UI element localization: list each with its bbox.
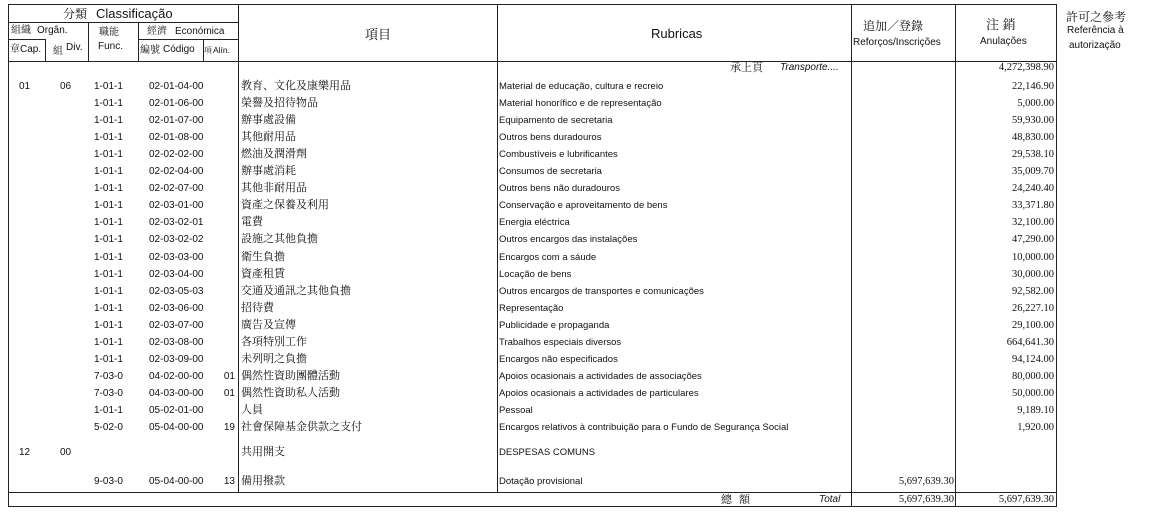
anulacoes-cell: 29,538.10 [1012,149,1054,161]
table-row [8,96,1060,113]
anulacoes-cell: 664,641.30 [1006,336,1054,348]
anulacoes-cell: 10,000.00 [1012,251,1054,263]
chapter-cell: 01 [19,81,31,92]
code-cell: 02-03-04-00 [149,269,204,280]
code-cell: 02-03-08-00 [149,337,204,348]
table-row [8,113,1060,130]
function-cell: 1-01-1 [94,81,123,92]
anulacoes-zh: 注 銷 [986,17,1016,32]
function-cell: 1-01-1 [94,115,123,127]
anulacoes-cell: 22,146.90 [1012,81,1054,92]
function-cell: 5-02-0 [94,422,123,433]
item-zh-cell: 電費 [241,216,263,229]
rubrica-cell: Encargos não especificados [499,353,618,365]
code-zh: 編號 [140,45,160,56]
code-cell: 02-01-06-00 [149,99,204,110]
code-cell: 02-03-02-01 [149,218,204,229]
anulacoes-cell: 5,000.00 [1017,98,1054,110]
function-cell: 7-03-0 [94,370,123,382]
items-heading: 項目 [365,27,392,42]
total-label-pt: Total [819,494,841,505]
item-zh-cell: 榮譽及招待物品 [241,97,318,110]
table-row [8,181,1060,198]
code-cell: 02-03-01-00 [149,201,204,212]
code-cell: 02-03-05-03 [149,286,204,297]
table-row [8,386,1060,403]
grid-line [8,506,1057,507]
code-cell: 02-01-07-00 [149,116,204,127]
table-row [8,318,1060,335]
item-zh-cell: 偶然性資助私人活動 [241,386,340,399]
item-zh-cell: 其他非耐用品 [241,182,307,195]
function-cell: 9-03-0 [94,476,123,487]
item-zh-cell: 交通及通訊之其他負擔 [241,284,351,297]
function-cell: 1-01-1 [94,166,123,178]
item-zh-cell: 辦事處設備 [241,114,296,127]
code-cell: 02-03-06-00 [149,303,204,314]
anulacoes-cell: 50,000.00 [1012,387,1054,399]
reforcos-zh: 追加／登錄 [863,19,924,33]
total-reforcos: 5,697,639.30 [898,494,954,505]
table-row [8,403,1060,420]
total-label-zh: 總 額 [721,494,753,506]
item-zh-cell: 未列明之負擔 [241,352,307,365]
anulacoes-cell: 26,227.10 [1012,302,1054,314]
grid-line [8,492,1057,493]
func-pt: Func. [98,41,124,52]
rubrica-cell: Outros bens duradouros [499,132,602,144]
rubrica-cell: Consumos de secretaria [499,166,602,178]
anulacoes-cell: 92,582.00 [1012,285,1054,297]
table-row [8,445,1060,462]
table-row [8,215,1060,232]
anulacoes-cell: 47,290.00 [1012,234,1054,246]
reforcos-pt: Reforços/Inscrições [853,37,941,48]
item-zh-cell: 廣告及宣傳 [241,318,296,331]
rubrica-cell: DESPESAS COMUNS [499,447,596,458]
table-row [8,267,1060,284]
anulacoes-cell: 32,100.00 [1012,217,1054,229]
rubrica-cell: Outros bens não duradouros [499,183,620,195]
organic-pt: Orgân. [37,25,68,36]
item-zh-cell: 備用撥款 [241,475,285,487]
table-row [8,369,1060,386]
alinea-cell: 19 [223,422,235,433]
div-pt: Div. [66,42,83,53]
function-cell: 7-03-0 [94,387,123,399]
transport-label-pt: Transporte.... [780,62,839,73]
table-row [8,147,1060,164]
rubricas-heading: Rubricas [651,26,703,41]
rubrica-cell: Conservação e aproveitamento de bens [499,200,668,212]
grid-line [8,4,1057,5]
code-cell: 04-03-00-00 [149,388,204,399]
transport-label-zh: 承上頁 [730,62,763,74]
rubrica-cell: Material honorífico e de representação [499,98,662,110]
rubrica-cell: Encargos com a sáude [499,251,597,263]
anulacoes-pt: Anulações [980,36,1027,47]
anulacoes-cell: 59,930.00 [1012,115,1054,127]
grid-line [88,22,89,61]
table-row [8,198,1060,215]
rubrica-cell: Material de educação, cultura e recreio [499,81,664,92]
grid-line [8,61,1057,62]
table-row [8,301,1060,318]
function-cell: 1-01-1 [94,251,123,263]
code-cell: 02-02-02-00 [149,150,204,161]
chapter-cell: 12 [19,447,31,458]
table-row [8,284,1060,301]
anulacoes-cell: 48,830.00 [1012,132,1054,144]
code-cell: 02-02-04-00 [149,167,204,178]
grid-line [45,39,46,61]
func-zh: 職能 [99,27,119,38]
reforcos-cell: 5,697,639.30 [898,476,954,487]
economic-pt: Económica [175,26,225,37]
function-cell: 1-01-1 [94,132,123,144]
item-zh-cell: 人員 [241,403,263,416]
function-cell: 1-01-1 [94,98,123,110]
organic-zh: 組織 [11,25,31,36]
grid-line [138,39,239,40]
code-cell: 02-02-07-00 [149,184,204,195]
item-zh-cell: 偶然性資助團體活動 [241,369,340,382]
division-cell: 00 [60,447,72,458]
anulacoes-cell: 29,100.00 [1012,319,1054,331]
classification-pt: Classificação [96,6,173,21]
table-row [8,420,1060,437]
item-zh-cell: 招待費 [241,301,274,314]
function-cell: 1-01-1 [94,268,123,280]
code-cell: 02-03-09-00 [149,354,204,365]
item-zh-cell: 設施之其他負擔 [241,233,318,246]
code-pt: Código [163,44,195,55]
rubrica-cell: Apoios ocasionais a actividades de associações [499,370,702,382]
item-zh-cell: 教育、文化及康樂用品 [241,80,351,92]
rubrica-cell: Energia eléctrica [499,217,570,229]
code-cell: 05-04-00-00 [149,423,204,433]
code-cell: 05-04-00-00 [149,477,204,487]
cap-pt: Cap. [20,44,42,55]
rubrica-cell: Equipamento de secretaria [499,115,613,127]
anulacoes-cell: 80,000.00 [1012,370,1054,382]
item-zh-cell: 社會保障基金供款之支付 [241,421,362,433]
rubrica-cell: Trabalhos especiais diversos [499,336,622,348]
item-zh-cell: 資產租賃 [241,267,285,280]
rubrica-cell: Combustíveis e lubrificantes [499,149,618,161]
alin-zh: 項 [204,46,212,55]
anulacoes-cell: 9,189.10 [1017,404,1054,416]
reference-pt-line1: Referência à [1067,25,1124,36]
table-row [8,232,1060,249]
code-cell: 02-01-08-00 [149,133,204,144]
code-cell: 02-03-02-02 [149,235,204,246]
code-cell: 02-03-03-00 [149,252,204,263]
anulacoes-cell: 94,124.00 [1012,353,1054,365]
item-zh-cell: 辦事處消耗 [241,165,296,178]
grid-line [8,22,239,23]
alin-pt: Alín. [213,45,231,55]
anulacoes-cell: 33,371.80 [1012,200,1054,212]
function-cell: 1-01-1 [94,200,123,212]
function-cell: 1-01-1 [94,234,123,246]
code-cell: 05-02-01-00 [149,405,204,416]
alinea-cell: 13 [223,476,235,487]
rubrica-cell: Encargos relativos à contribuição para o Fundo de Segurança Social [499,422,789,433]
table-row [8,164,1060,181]
div-zh: 組 [53,46,63,57]
code-cell: 02-03-07-00 [149,320,204,331]
function-cell: 1-01-1 [94,336,123,348]
reference-pt-line2: autorização [1069,40,1121,51]
function-cell: 1-01-1 [94,183,123,195]
function-cell: 1-01-1 [94,285,123,297]
alinea-cell: 01 [223,370,235,382]
item-zh-cell: 其他耐用品 [241,131,296,144]
rubrica-cell: Representação [499,302,564,314]
rubrica-cell: Publicidade e propaganda [499,319,610,331]
anulacoes-cell: 24,240.40 [1012,183,1054,195]
table-row [8,79,1060,96]
reference-zh: 許可之參考 [1066,10,1127,24]
table-row [8,335,1060,352]
item-zh-cell: 資產之保養及利用 [241,199,329,212]
alinea-cell: 01 [223,387,235,399]
item-zh-cell: 共用開支 [241,446,285,458]
table-row [8,250,1060,267]
rubrica-cell: Pessoal [499,404,533,416]
transport-anulacoes: 4,272,398.90 [998,62,1054,73]
division-cell: 06 [60,81,72,92]
anulacoes-cell: 1,920.00 [1017,422,1054,433]
item-zh-cell: 燃油及潤滑劑 [241,148,307,161]
anulacoes-cell: 35,009.70 [1012,166,1054,178]
function-cell: 1-01-1 [94,404,123,416]
grid-line [138,22,139,61]
function-cell: 1-01-1 [94,217,123,229]
function-cell: 1-01-1 [94,149,123,161]
rubrica-cell: Dotação provisional [499,476,583,487]
table-row [8,474,1060,491]
function-cell: 1-01-1 [94,353,123,365]
total-anulacoes: 5,697,639.30 [998,494,1054,505]
item-zh-cell: 衛生負擔 [241,250,285,263]
rubrica-cell: Outros encargos de transportes e comunicações [499,285,704,297]
grid-line [8,39,45,40]
function-cell: 1-01-1 [94,319,123,331]
rubrica-cell: Apoios ocasionais a actividades de particulares [499,387,699,399]
cap-zh: 章 [10,44,20,55]
function-cell: 1-01-1 [94,302,123,314]
table-row [8,130,1060,147]
classification-zh: 分類 [63,7,88,21]
table-row [8,352,1060,369]
rubrica-cell: Outros encargos das instalações [499,234,638,246]
rubrica-cell: Locação de bens [499,268,572,280]
budget-table [8,4,1127,507]
code-cell: 04-02-00-00 [149,371,204,382]
economic-zh: 經濟 [147,26,167,37]
item-zh-cell: 各項特別工作 [241,335,307,348]
code-cell: 02-01-04-00 [149,82,204,92]
anulacoes-cell: 30,000.00 [1012,268,1054,280]
